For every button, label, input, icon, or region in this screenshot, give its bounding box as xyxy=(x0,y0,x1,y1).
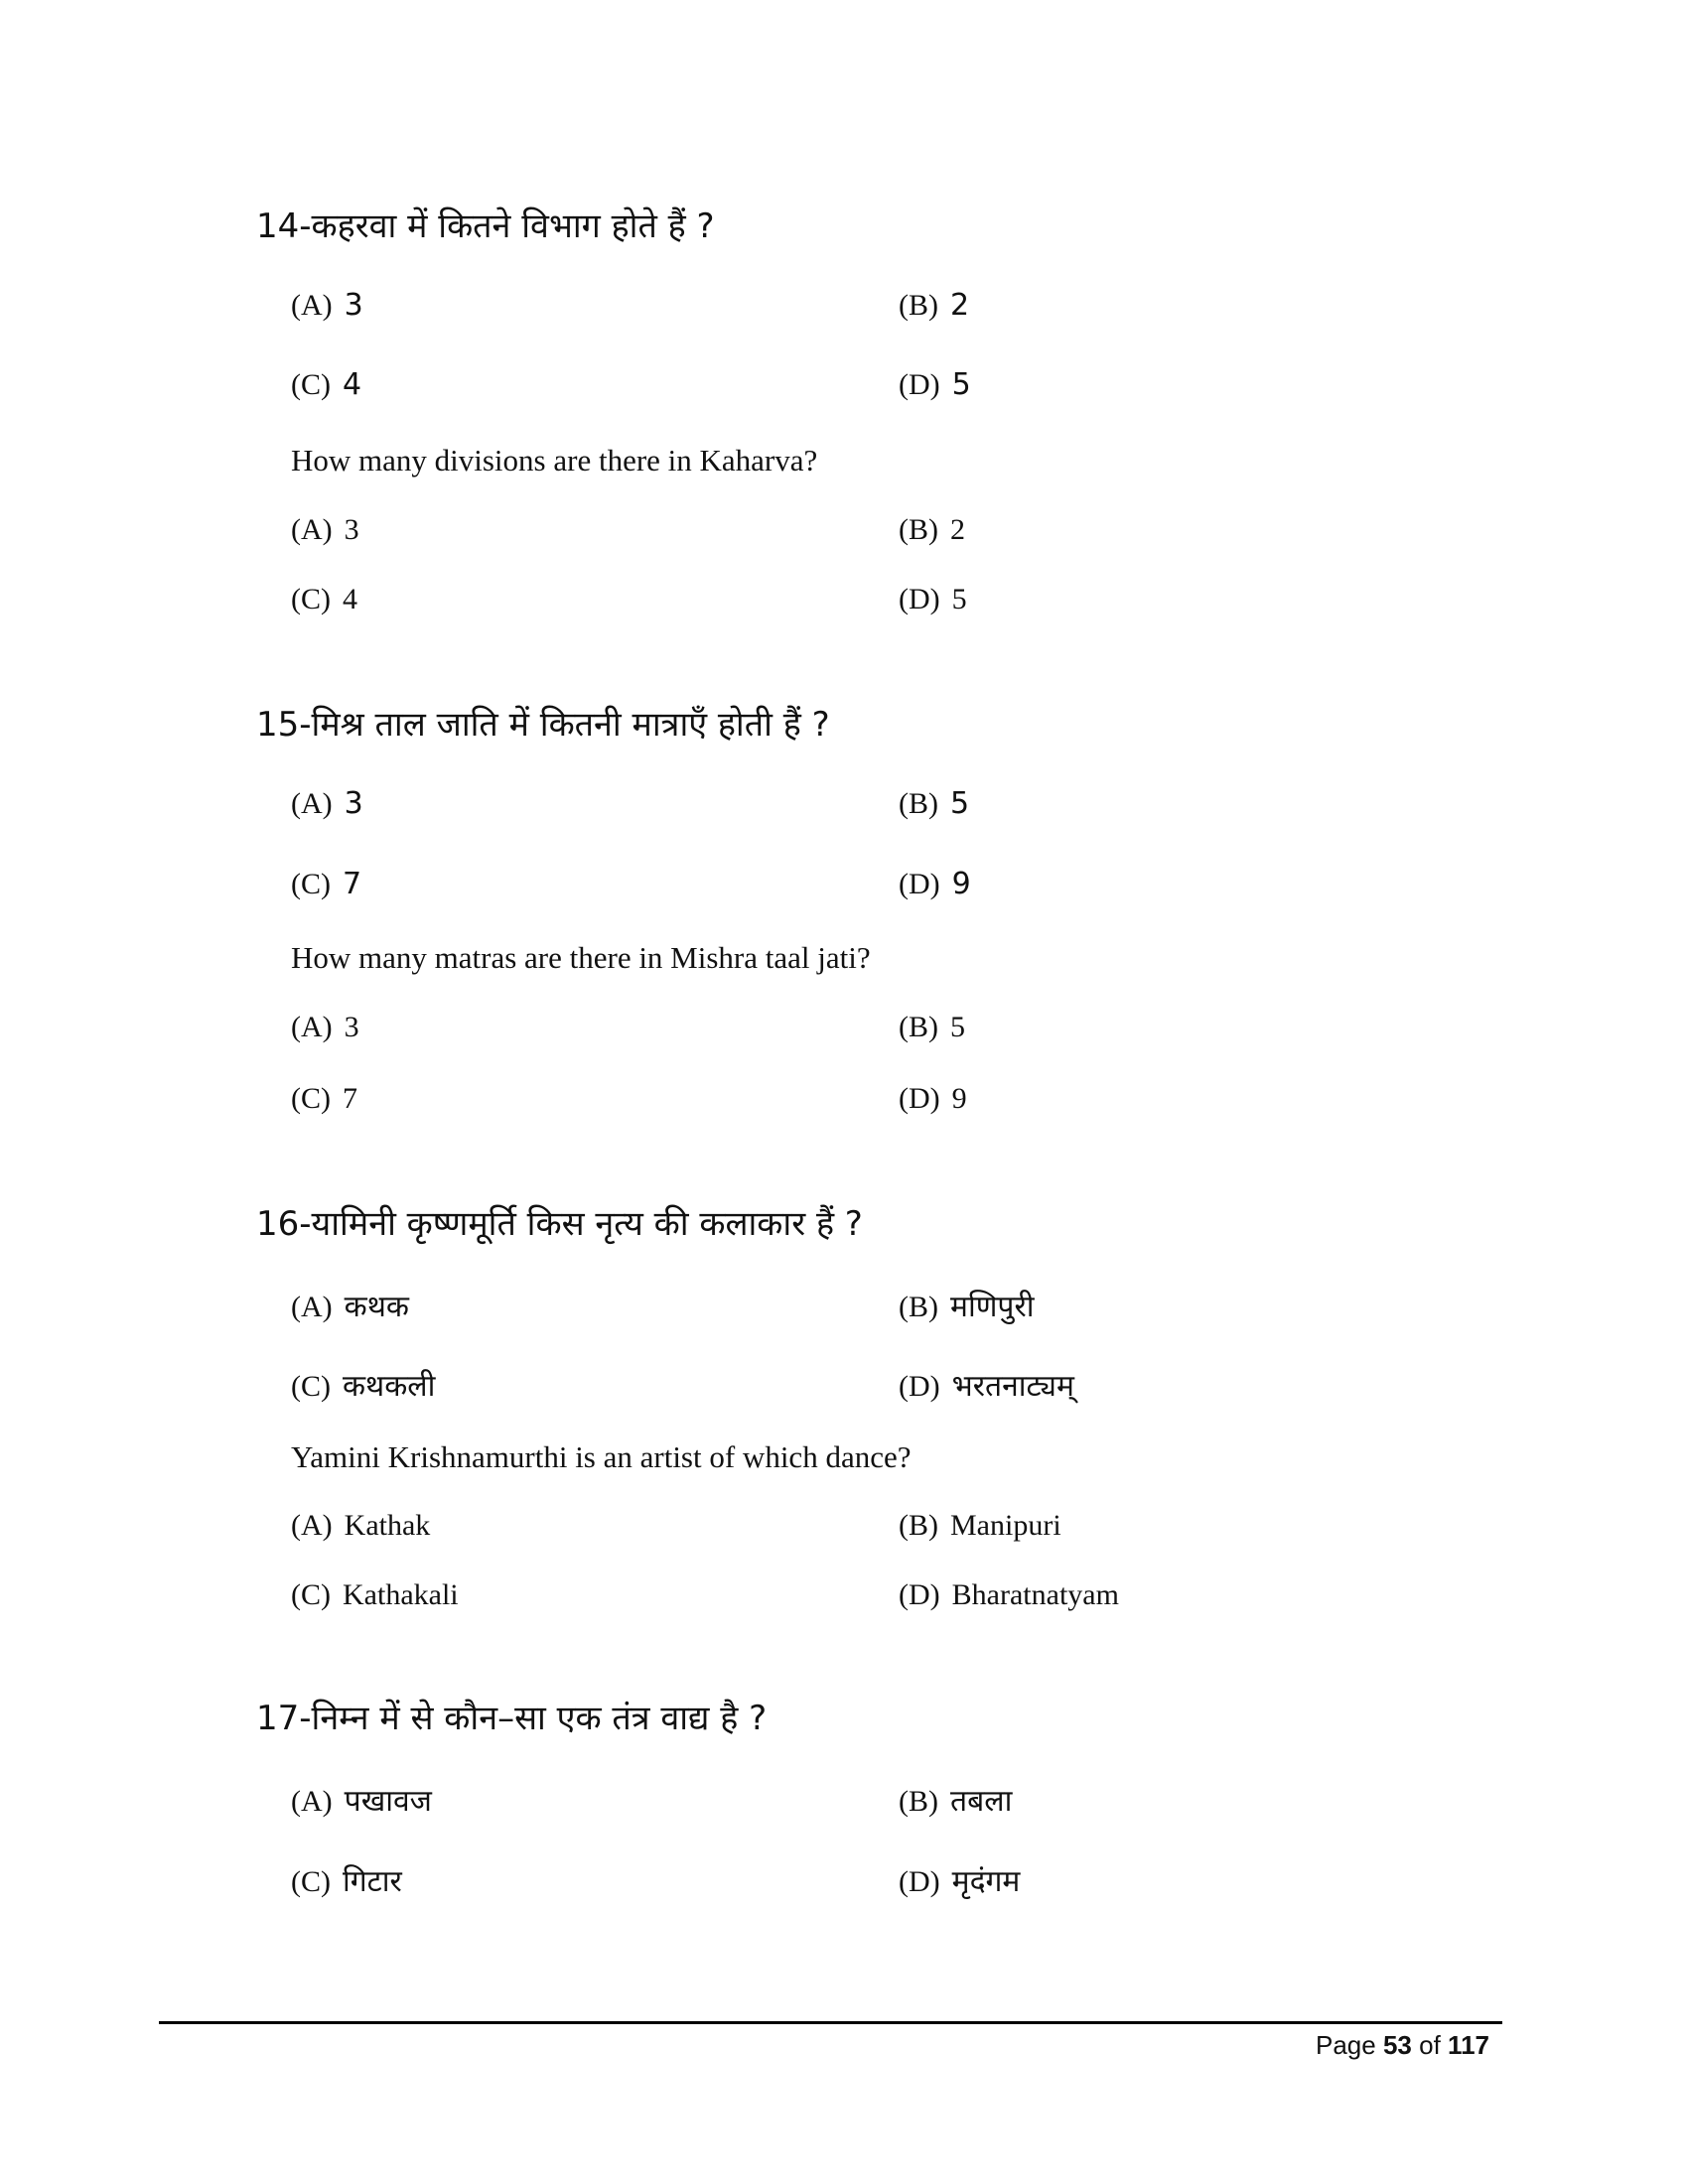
q17-hi-option-c xyxy=(291,1859,402,1900)
option-value: पखावज xyxy=(344,1784,432,1819)
question-16-english: Yamini Krishnamurthi is an artist of which dance? xyxy=(291,1439,912,1474)
q16-hi-option-b xyxy=(899,1285,1034,1325)
q15-hi-option-d xyxy=(899,867,971,901)
option-value: मणिपुरी xyxy=(950,1290,1035,1324)
option-label: (C) xyxy=(291,1370,331,1403)
option-label: (A) xyxy=(291,787,333,820)
q15-hi-option-c xyxy=(291,867,361,901)
option-value: मृदंगम xyxy=(951,1864,1021,1899)
option-label: (B) xyxy=(899,1011,938,1043)
option-value: 5 xyxy=(951,367,971,402)
option-label: (A) xyxy=(291,1291,333,1323)
option-label: (C) xyxy=(291,868,331,900)
option-value: 4 xyxy=(343,583,357,615)
option-value: 9 xyxy=(951,1082,967,1115)
option-label: (B) xyxy=(899,1291,938,1323)
option-label: (C) xyxy=(291,1082,331,1115)
option-label: (B) xyxy=(899,513,938,546)
q14-en-option-a xyxy=(291,513,359,547)
option-label: (A) xyxy=(291,289,333,322)
question-14-hindi: 14-कहरवा में कितने विभाग होते हैं ? xyxy=(256,206,715,246)
total-pages: 117 xyxy=(1448,2030,1489,2060)
q14-hi-option-a xyxy=(291,288,363,323)
q16-en-option-a xyxy=(291,1509,430,1543)
question-14-english: How many divisions are there in Kaharva? xyxy=(291,443,818,478)
option-label: (C) xyxy=(291,368,331,401)
option-value: 9 xyxy=(951,867,971,901)
option-label: (C) xyxy=(291,1865,331,1898)
option-label: (B) xyxy=(899,787,938,820)
option-label: (D) xyxy=(899,1865,940,1898)
page-prefix: Page xyxy=(1316,2030,1376,2060)
question-15-english: How many matras are there in Mishra taal jati? xyxy=(291,940,871,975)
option-label: (B) xyxy=(899,289,938,322)
option-value: भरतनाट्यम् xyxy=(951,1369,1074,1404)
option-label: (B) xyxy=(899,1509,938,1542)
option-value: 4 xyxy=(343,367,362,402)
q17-hi-option-d xyxy=(899,1859,1020,1900)
option-value: 2 xyxy=(950,288,970,323)
q14-en-option-c xyxy=(291,583,357,616)
option-value: Bharatnatyam xyxy=(951,1578,1119,1611)
option-value: Kathakali xyxy=(343,1578,459,1611)
q15-en-option-d xyxy=(899,1082,967,1116)
option-label: (A) xyxy=(291,513,333,546)
question-16-hindi: 16-यामिनी कृष्णमूर्ति किस नृत्य की कलाकार हैं ? xyxy=(256,1204,863,1244)
q14-hi-option-c xyxy=(291,367,361,402)
option-label: (A) xyxy=(291,1785,333,1818)
q15-en-option-c xyxy=(291,1082,357,1116)
option-label: (D) xyxy=(899,583,940,615)
q17-hi-option-b xyxy=(899,1779,1012,1820)
q16-hi-option-c xyxy=(291,1364,435,1405)
option-value: 2 xyxy=(950,513,965,546)
q14-hi-option-d xyxy=(899,367,971,402)
option-value: Manipuri xyxy=(950,1509,1061,1542)
option-value: गिटार xyxy=(343,1864,402,1899)
option-label: (D) xyxy=(899,1578,940,1611)
page-of: of xyxy=(1419,2030,1441,2060)
question-17-hindi: 17-निम्न में से कौन–सा एक तंत्र वाद्य है ? xyxy=(256,1699,768,1738)
q14-en-option-b xyxy=(899,513,965,547)
option-value: 5 xyxy=(950,1011,965,1043)
option-value: 5 xyxy=(950,786,970,821)
option-value: 3 xyxy=(344,288,363,323)
q14-hi-option-b xyxy=(899,288,969,323)
q15-hi-option-a xyxy=(291,786,363,821)
option-value: 7 xyxy=(343,867,362,901)
page-number xyxy=(1316,2030,1489,2061)
option-value: कथकली xyxy=(343,1369,436,1404)
option-value: तबला xyxy=(950,1784,1013,1819)
option-label: (A) xyxy=(291,1509,333,1542)
option-label: (D) xyxy=(899,1370,940,1403)
option-label: (D) xyxy=(899,868,940,900)
q16-en-option-b xyxy=(899,1509,1061,1543)
option-value: कथक xyxy=(344,1290,409,1324)
footer-rule xyxy=(159,2021,1502,2024)
option-value: 5 xyxy=(951,583,967,615)
q15-hi-option-b xyxy=(899,786,969,821)
option-label: (C) xyxy=(291,583,331,615)
option-value: 3 xyxy=(344,513,359,546)
option-label: (A) xyxy=(291,1011,333,1043)
option-label: (D) xyxy=(899,1082,940,1115)
q16-en-option-c xyxy=(291,1578,459,1612)
question-15-hindi: 15-मिश्र ताल जाति में कितनी मात्राएँ होती हैं ? xyxy=(256,705,830,745)
option-label: (D) xyxy=(899,368,940,401)
q14-en-option-d xyxy=(899,583,967,616)
q15-en-option-b xyxy=(899,1011,965,1044)
option-value: 7 xyxy=(343,1082,357,1115)
q15-en-option-a xyxy=(291,1011,359,1044)
option-label: (C) xyxy=(291,1578,331,1611)
current-page: 53 xyxy=(1382,2030,1412,2060)
q16-hi-option-a xyxy=(291,1285,409,1325)
q16-hi-option-d xyxy=(899,1364,1074,1405)
q16-en-option-d xyxy=(899,1578,1119,1612)
q17-hi-option-a xyxy=(291,1779,432,1820)
option-value: 3 xyxy=(344,1011,359,1043)
option-value: 3 xyxy=(344,786,363,821)
option-value: Kathak xyxy=(344,1509,431,1542)
option-label: (B) xyxy=(899,1785,938,1818)
